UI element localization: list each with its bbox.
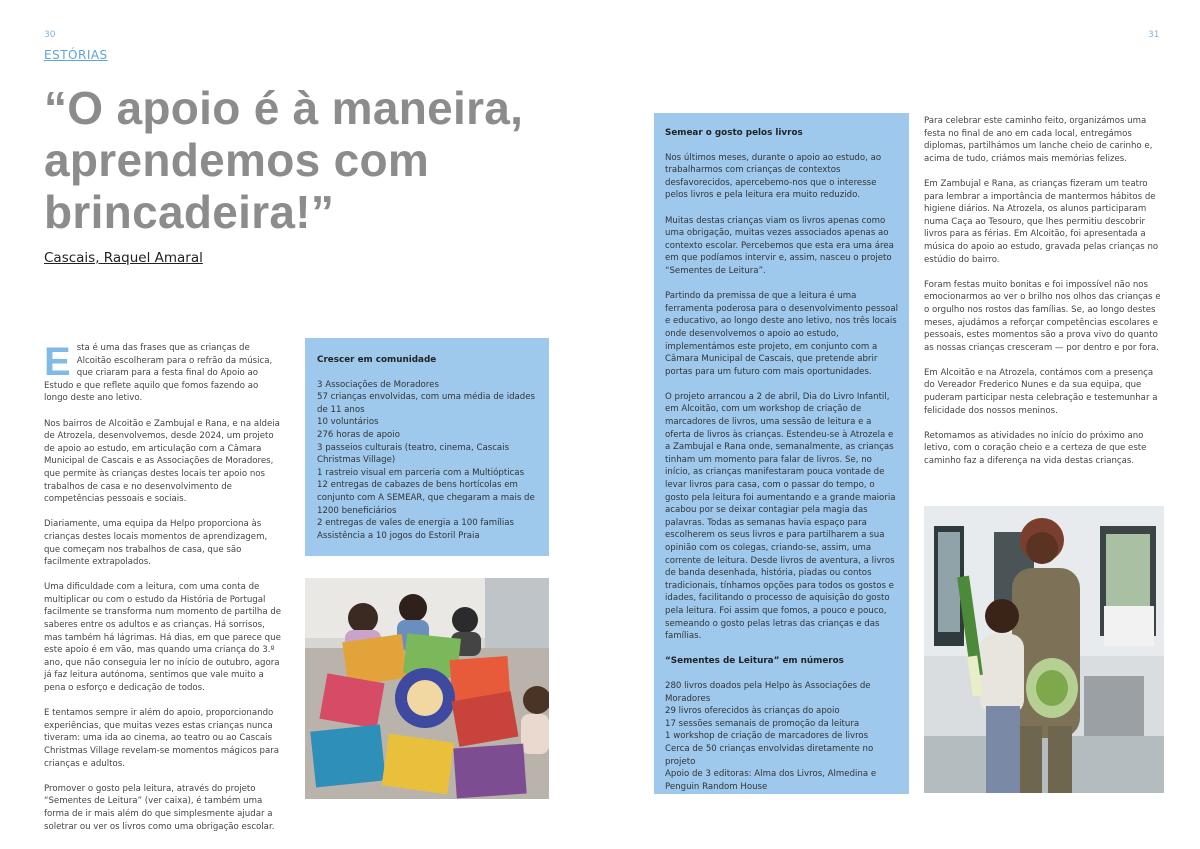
intro-text: sta é uma das frases que as crianças de Alcoitão escolheram para o refrão da música, que criaram para a festa final do Apoio ao Estudo e que reflete aquilo que fomos fazendo ao longo deste ano letivo. [44, 343, 273, 404]
article-left-column [44, 342, 284, 846]
community-box-title: Crescer em comunidade [317, 355, 437, 365]
reading-paragraph: Muitas destas crianças viam os livros apenas como uma obrigação, muitas vezes associados apenas ao contexto escolar. Percebemos que esta era uma área em que podíamos intervir e, assim, nasceu o projeto “Sementes de Leitura”. [665, 215, 894, 276]
numbers-item: 1 workshop de criação de marcadores de livros [665, 731, 869, 742]
numbers-item: 29 livros oferecidos às crianças do apoio [665, 706, 840, 717]
article-right-column [924, 115, 1164, 480]
community-item: 3 Associações de Moradores [317, 379, 439, 390]
article-paragraph: Para celebrar este caminho feito, organizámos uma festa no final de ano em cada local, entregámos diplomas, partilhámos um lanche cheio de carinho e, acima de tudo, criámos mais memórias felizes. [924, 116, 1153, 164]
intro-paragraph [44, 342, 284, 405]
reading-box-title: Semear o gosto pelos livros [665, 128, 803, 138]
section-label[interactable]: ESTÓRIAS [44, 48, 108, 62]
numbers-item: Apoio de 3 editoras: Alma dos Livros, Almedina e Penguin Random House [665, 769, 877, 792]
article-paragraph: Uma dificuldade com a leitura, com uma conta de multiplicar ou com o estudo da História de Portugal facilmente se transforma num momento de partilha de saberes entre os adultos e as crianças. Há sorrisos, mas também há lágrimas. Há dias, em que parece que este apoio é em vão, mas quando uma criança do 3.º ano, que não conseguia ler no início de outubro, agora já faz leitura autónoma, sentimos que vale muito a pena o esforço e dedicação de todos. [44, 582, 282, 694]
reading-paragraph: Nos últimos meses, durante o apoio ao estudo, ao trabalharmos com crianças de contextos desfavorecidos, apercebemo-nos que o interesse pelos livros e pela leitura era muito reduzido. [665, 152, 882, 201]
community-item: 10 voluntários [317, 417, 379, 428]
reading-paragraph: O projeto arrancou a 2 de abril, Dia do Livro Infantil, em Alcoitão, com um workshop de criação de marcadores de livros, uma sessão de leitura e a oferta de livros às crianças. Estendeu-se à Atrozela e a Zambujal e Rana onde, semanalmente, as crianças tinham um momento para falar de livros. Se, no início, as crianças manifestaram pouca vontade de levar livros para casa, com o passar do tempo, o gosto pela leitura foi aumentando e a grande maioria acabou por se deixar contagiar pela magia das palavras. Todas as semanas havia espaço para escolherem os seus livros e para partilharem a sua opinião com os colegas, criando-se, assim, uma corrente de leitura. Desde livros de aventura, a livros de banda desenhada, história, piadas ou contos tradicionais, tínhamos opções para todos os gostos e idades, facilitando o processo de aquisição do gosto pela leitura. Foi assim que fomos, a pouco e pouco, semeando o gosto pelas letras das crianças e das famílias. [665, 391, 896, 642]
community-item: 57 crianças envolvidas, com uma média de idades de 11 anos [317, 392, 536, 415]
page-number-left: 30 [44, 30, 56, 40]
community-item: Assistência a 10 jogos do Estoril Praia [317, 530, 480, 541]
numbers-item: Cerca de 50 crianças envolvidas diretamente no projeto [665, 743, 874, 767]
article-paragraph: Retomamos as atividades no início do próximo ano letivo, com o coração cheio e a certeza de que este caminho faz a diferença na vida destas crianças. [924, 430, 1147, 467]
reading-box [654, 113, 909, 794]
article-paragraph: Foram festas muito bonitas e foi impossível não nos emocionarmos ao ver o brilho nos olhos das crianças e o orgulho nos rostos das famílias. Se, ao longo destes meses, ajudámos a reforçar competências escolares e pessoais, estes momentos são a prova vivo do quanto as nossas crianças cresceram — por dentro e por fora. [924, 279, 1161, 353]
community-item: 2 entregas de vales de energia a 100 famílias [317, 518, 514, 529]
community-item: 3 passeios culturais (teatro, cinema, Cascais Christmas Village) [317, 442, 510, 466]
children-books-photo [305, 578, 549, 799]
headline-line: “O apoio é à maneira, [44, 82, 524, 134]
numbers-title: “Sementes de Leitura” em números [665, 656, 844, 667]
article-paragraph: Diariamente, uma equipa da Helpo proporciona às crianças destes locais momentos de aprendizagem, que começam nos trabalhos de casa, que são facilmente extrapolados. [44, 519, 268, 568]
article-paragraph: E tentamos sempre ir além do apoio, proporcionando experiências, que muitas vezes estas crianças nunca tiveram: uma ida ao cinema, ao teatro ou ao Cascais Christmas Village revelam-se momentos mágicos para crianças e adultos. [44, 708, 280, 769]
article-paragraph: Nos bairros de Alcoitão e Zambujal e Rana, e na aldeia de Atrozela, desenvolvemos, desde 2024, um projeto de apoio ao estudo, em articulação com a Câmara Municipal de Cascais e as Associações de Moradores, que permite às crianças destes locais ter apoio nos trabalhos de casa e no desenvolvimento de competências pessoais e sociais. [44, 418, 280, 505]
article-paragraph: Promover o gosto pela leitura, através do projeto “Sementes de Leitura” (ver caixa), é também uma forma de ir mais além do que simplesmente ajudar a soletrar ou ver os livros como uma obrigação escolar. [44, 783, 275, 832]
community-item: 12 entregas de cabazes de bens hortícolas em conjunto com A SEMEAR, que chegaram a mais de 1200 beneficiários [317, 480, 535, 516]
woman-girl-vegetables-photo [924, 506, 1164, 793]
headline [44, 82, 523, 238]
community-item: 276 horas de apoio [317, 429, 400, 440]
reading-paragraph: Partindo da premissa de que a leitura é uma ferramenta poderosa para o desenvolvimento pessoal e educativo, ao longo deste ano letivo, nos três locais onde desenvolvemos o apoio ao estudo, implementámos este projeto, em conjunto com a Câmara Municipal de Cascais, que pretende abrir portas para um futuro com mais oportunidades. [665, 291, 898, 377]
article-paragraph: Em Alcoitão e na Atrozela, contámos com a presença do Vereador Frederico Nunes e da sua equipa, que puderam participar nesta celebração e testemunhar a felicidade dos nossos meninos. [924, 367, 1158, 416]
numbers-item: 17 sessões semanais de promoção da leitura [665, 718, 860, 729]
article-paragraph: Em Zambujal e Rana, as crianças fizeram um teatro para lembrar a importância de mantermos hábitos de higiene diários. Na Atrozela, os alunos participaram numa Caça ao Tesouro, que lhes permitiu descobrir livros para as férias. Em Alcoitão, foi apresentada a música do apoio ao estudo, gravada pelas crianças no estúdio do bairro. [924, 178, 1159, 265]
byline: Cascais, Raquel Amaral [44, 250, 203, 266]
headline-line: aprendemos com [44, 134, 430, 186]
page-number-right: 31 [1148, 30, 1160, 40]
community-box [305, 338, 549, 556]
community-item: 1 rastreio visual em parceria com a Multiópticas [317, 467, 525, 478]
numbers-item: 280 livros doados pela Helpo às Associações de Moradores [665, 680, 871, 704]
drop-cap: E [44, 340, 71, 384]
headline-line: brincadeira!” [44, 186, 335, 238]
